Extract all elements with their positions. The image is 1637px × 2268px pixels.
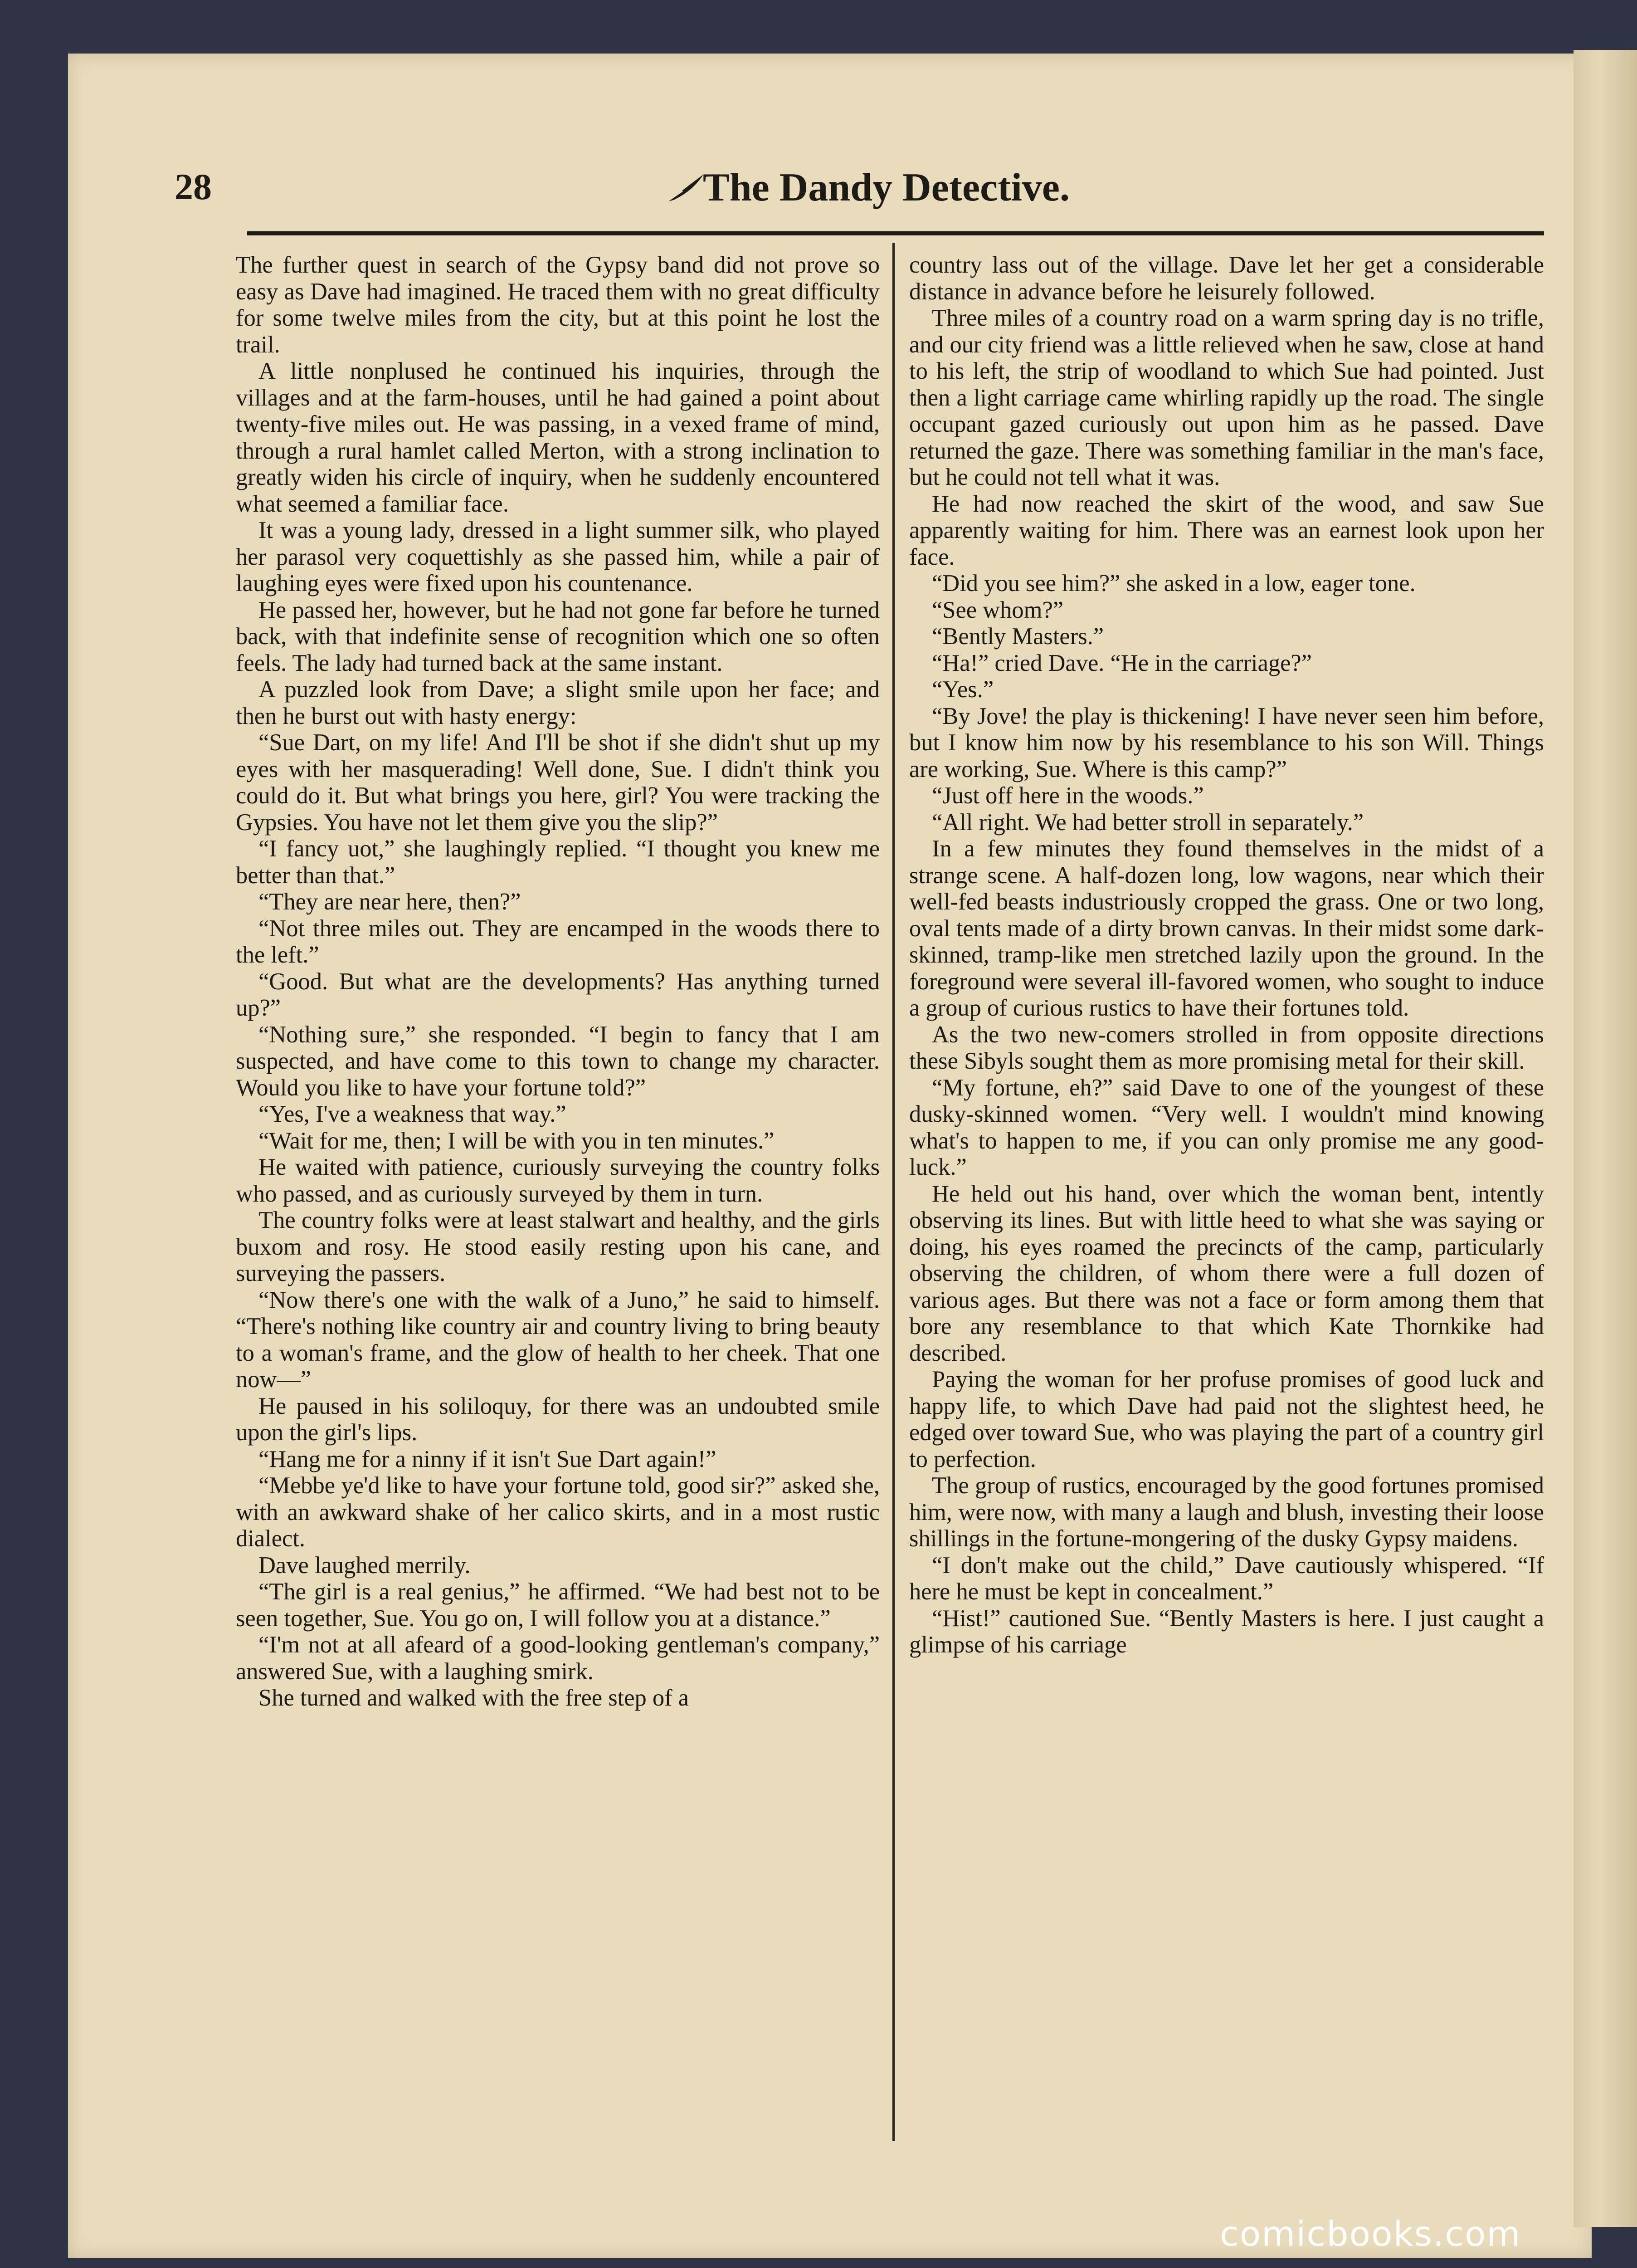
page-number: 28 (175, 166, 212, 207)
paragraph: As the two new-comers strolled in from opposite directions these Sibyls sought them as more promising metal for their skill. (909, 1021, 1544, 1074)
quill-icon (664, 172, 705, 204)
paragraph: Dave laughed merrily. (258, 1552, 471, 1579)
left-column (236, 252, 880, 2143)
paragraph: “Good. But what are the developments? Has anything turned up?” (236, 968, 880, 1021)
paragraph: “I don't make out the child,” Dave cautiously whispered. “If here he must be kept in concealment.” (909, 1552, 1544, 1605)
right-column (909, 252, 1544, 2143)
paragraph: “Bently Masters.” (932, 623, 1104, 650)
paragraph: A little nonplused he continued his inquiries, through the villages and at the farm-houses, until he had gained a point about twenty-five miles out. He was passing, in a vexed frame of mind, through a rural hamlet called Merton, with a strong inclination to greatly widen his circle of inquiry, when he suddenly encountered what seemed a familiar face. (236, 358, 880, 517)
paragraph: “Not three miles out. They are encamped in the woods there to the left.” (236, 915, 880, 968)
page-title: The Dandy Detective. (703, 166, 1070, 210)
paragraph: country lass out of the village. Dave let her get a considerable distance in advance before he leisurely followed. (909, 252, 1544, 305)
paragraph: He waited with patience, curiously surveying the country folks who passed, and as curiously surveyed by them in turn. (236, 1154, 880, 1207)
paragraph: “Just off here in the woods.” (932, 782, 1204, 809)
paragraph: “Did you see him?” she asked in a low, eager tone. (932, 570, 1416, 596)
paragraph: “I'm not at all afeard of a good-looking gentleman's company,” answered Sue, with a laughing smirk. (236, 1632, 880, 1685)
paragraph: It was a young lady, dressed in a light summer silk, who played her parasol very coquettishly as she passed him, while a pair of laughing eyes were fixed upon his countenance. (236, 517, 880, 596)
paragraph: “Hang me for a ninny if it isn't Sue Dart again!” (258, 1446, 716, 1472)
paragraph: Three miles of a country road on a warm spring day is no trifle, and our city friend was a little relieved when he saw, close at hand to his left, the strip of woodland to which Sue had pointed. Just then a light carriage came whirling rapidly up the road. The single occupant gazed curiously out upon him as he passed. Dave returned the gaze. There was something familiar in the man's face, but he could not tell what it was. (909, 305, 1544, 490)
paragraph: In a few minutes they found themselves in the midst of a strange scene. A half-dozen long, low wagons, near which their well-fed beasts industriously cropped the grass. One or two long, oval tents made of a dirty brown canvas. In their midst some dark-skinned, tramp-like men stretched lazily upon the ground. In the foreground were several ill-favored women, who sought to induce a group of curious rustics to have their fortunes told. (909, 836, 1544, 1021)
paragraph: “Now there's one with the walk of a Juno,” he said to himself. “There's nothing like country air and country living to bring beauty to a woman's frame, and the glow of health to her cheek. That one now—” (236, 1286, 880, 1393)
paragraph: “They are near here, then?” (258, 889, 521, 915)
paragraph: He passed her, however, but he had not gone far before he turned back, with that indefinite sense of recognition which one so often feels. The lady had turned back at the same instant. (236, 596, 880, 676)
header-rule (247, 231, 1544, 235)
paragraph: He had now reached the skirt of the wood, and saw Sue apparently waiting for him. There was an earnest look upon her face. (909, 490, 1544, 570)
paragraph: He paused in his soliloquy, for there was an undoubted smile upon the girl's lips. (236, 1393, 880, 1446)
paragraph: “Sue Dart, on my life! And I'll be shot if she didn't shut up my eyes with her masquerading! Well done, Sue. I didn't think you could do it. But what brings you here, girl? You were tracking the Gypsies. You have not let them give you the slip?” (236, 729, 880, 836)
paragraph: “Nothing sure,” she responded. “I begin to fancy that I am suspected, and have come to this town to change my character. Would you like to have your fortune told?” (236, 1021, 880, 1101)
column-divider (892, 243, 895, 2141)
paragraph: Paying the woman for her profuse promises of good luck and happy life, to which Dave had paid not the slightest heed, he edged over toward Sue, who was playing the part of a country girl to perfection. (909, 1366, 1544, 1472)
paragraph: “Mebbe ye'd like to have your fortune told, good sir?” asked she, with an awkward shake of her calico skirts, and in a most rustic dialect. (236, 1472, 880, 1552)
paragraph: “Wait for me, then; I will be with you in ten minutes.” (258, 1127, 775, 1154)
paragraph: “All right. We had better stroll in separately.” (932, 809, 1364, 836)
paragraph: The further quest in search of the Gypsy band did not prove so easy as Dave had imagined. He traced them with no great difficulty for some twelve miles from the city, but at this point he lost the trail. (236, 252, 880, 358)
paragraph: “The girl is a real genius,” he affirmed. “We had best not to be seen together, Sue. You go on, I will follow you at a distance.” (236, 1579, 880, 1632)
paragraph: “My fortune, eh?” said Dave to one of the youngest of these dusky-skinned women. “Very well. I wouldn't mind knowing what's to happen to me, if you can only promise me any good-luck.” (909, 1074, 1544, 1180)
page-header (175, 152, 1544, 243)
paragraph: “See whom?” (932, 596, 1064, 623)
paragraph: “Hist!” cautioned Sue. “Bently Masters is here. I just caught a glimpse of his carriage (909, 1605, 1544, 1658)
page-edge (1574, 50, 1637, 2227)
paragraph: A puzzled look from Dave; a slight smile upon her face; and then he burst out with hasty energy: (236, 676, 880, 729)
paragraph: He held out his hand, over which the woman bent, intently observing its lines. But with little heed to what she was saying or doing, his eyes roamed the precincts of the camp, particularly observing the children, of whom there were a full dozen of various ages. But there was not a face or form among them that bore any resemblance to that which Kate Thornkike had described. (909, 1180, 1544, 1366)
paragraph: “Ha!” cried Dave. “He in the carriage?” (932, 650, 1312, 676)
paragraph: “Yes.” (932, 676, 994, 703)
paragraph: “Yes, I've a weakness that way.” (258, 1101, 566, 1127)
paragraph: She turned and walked with the free step of a (258, 1685, 689, 1711)
paragraph: “I fancy uot,” she laughingly replied. “I thought you knew me better than that.” (236, 836, 880, 889)
paragraph: “By Jove! the play is thickening! I have never seen him before, but I know him now by his resemblance to his son Will. Things are working, Sue. Where is this camp?” (909, 703, 1544, 782)
watermark: comicbooks.com (1220, 2214, 1521, 2254)
paragraph: The country folks were at least stalwart and healthy, and the girls buxom and rosy. He stood easily resting upon his cane, and surveying the passers. (236, 1207, 880, 1286)
paragraph: The group of rustics, encouraged by the good fortunes promised him, were now, with many a laugh and blush, investing their loose shillings in the fortune-mongering of the dusky Gypsy maidens. (909, 1472, 1544, 1552)
